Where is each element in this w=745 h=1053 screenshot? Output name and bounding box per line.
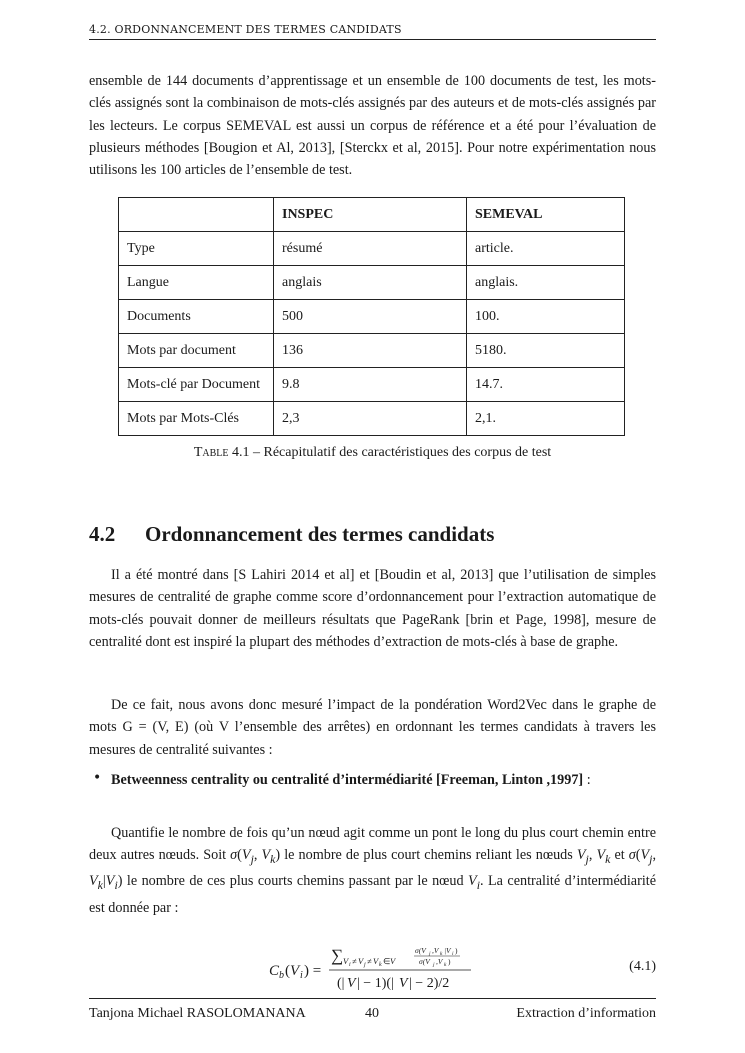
caption-label: Table 4.1 [193,445,250,460]
section-heading [89,522,494,547]
section-number: 4.2 [89,522,116,546]
table-header-cell: INSPEC [274,198,467,232]
svg-text:∑: ∑ [331,946,344,965]
paragraph-4-text: le nombre de ces plus courts chemins passant par le nœud [122,873,469,890]
table-cell: 100. [467,300,625,334]
paragraph-4-text: et [610,847,629,864]
table-cell: anglais [274,266,467,300]
table-caption [89,445,656,461]
footer-chapter: Extraction d’information [516,1006,656,1021]
svg-text:σ(V: σ(V [415,946,426,955]
svg-text:): ) [455,946,458,955]
svg-text:V: V [373,956,379,966]
svg-text:) =: ) = [304,963,322,979]
svg-text:V: V [347,976,356,991]
table-cell: 5180. [467,334,625,368]
math-vi: $V_i$ [468,873,481,893]
table-row [119,368,625,402]
paragraph-4-text: . La centralité d’intermédiarité est donnée par : [89,873,656,916]
svg-text:≠: ≠ [367,956,372,966]
svg-text:k: k [379,962,382,968]
svg-text:σ(V: σ(V [419,957,430,966]
table-cell: Documents [119,300,274,334]
table-row [119,300,625,334]
svg-text:C: C [269,963,280,979]
table-cell: Mots-clé par Document [119,368,274,402]
paragraph-4-text: le nombre de plus court chemins reliant les nœuds [280,847,577,864]
svg-text:k: k [440,951,443,957]
bullet-bold-text: Betweenness centrality ou centralité d’intermédiarité [Freeman, Linton ,1997] [111,772,584,788]
math-sigma-vj-vk-vi: $\sigma(V_j$, $V_k|V_i$) [89,847,656,893]
svg-text:V: V [343,956,349,966]
bullet-dot-icon: • [93,770,102,786]
table-cell: Mots par document [119,334,274,368]
svg-text:V: V [290,963,300,979]
bullet-item [89,769,656,791]
svg-text:): ) [448,957,451,966]
equation-number: (4.1) [629,959,656,974]
table-cell: résumé [274,232,467,266]
svg-text:∈: ∈ [383,956,391,966]
paragraph-3: De ce fait, nous avons donc mesuré l’impact de la pondération Word2Vec dans le graphe de mots G = (V, E) (où V l’ensemble des arrêtes) en ordonnant les termes candidats à travers les mesures de centralité suivantes : [89,697,656,758]
table-cell: 500 [274,300,467,334]
svg-text:| − 1)(|: | − 1)(| [357,976,394,991]
table-header-cell [119,198,274,232]
table-cell: 14.7. [467,368,625,402]
svg-text:k: k [444,962,447,968]
svg-text:| − 2)/2: | − 2)/2 [409,976,450,991]
footer-author: Tanjona Michael RASOLOMANANA [89,1006,306,1021]
paragraph-4 [89,822,656,919]
table-cell: 9.8 [274,368,467,402]
caption-text: – Récapitulatif des caractéristiques des corpus de test [249,445,552,460]
bullet-suffix: : [583,772,591,788]
paragraph-2: Il a été montré dans [S Lahiri 2014 et al] et [Boudin et al, 2013] que l’utilisation de simples mesures de centralité de graphe comme score d’ordonnancement pour l’extraction automatique de mots-clés pouvait donner de meilleurs résultats que PageRank [brin et Page, 1998], mesure de centralité dont est inspiré la plupart des méthodes d’extraction de mots-clés à base de graphe. [89,567,656,650]
math-vj-vk: $V_j$, $V_k$ [576,847,611,867]
svg-text:,V: ,V [432,946,439,955]
page-footer [89,998,656,1021]
svg-text:i: i [452,951,454,957]
svg-text:,V: ,V [436,957,443,966]
svg-text:j: j [429,951,431,957]
running-head: 4.2. ORDONNANCEMENT DES TERMES CANDIDATS [89,23,656,40]
corpus-table [118,197,625,436]
equation-4-1 [89,943,656,993]
svg-text:(|: (| [337,976,345,991]
betweenness-formula [269,943,499,993]
table-row [119,266,625,300]
table-cell: 2,1. [467,402,625,436]
svg-text:j: j [364,962,366,968]
table-row [119,334,625,368]
intro-paragraph: ensemble de 144 documents d’apprentissage et un ensemble de 100 documents de test, les mots-clés assignés sont la combinaison de mots-clés assignés par des auteurs et de mots-clés assignés par les lecteurs. Le corpus SEMEVAL est aussi un corpus de référence et a été pour l’évaluation de plusieurs méthodes [Bougion et Al, 2013], [Sterckx et al, 2015]. Pour notre expérimentation nous utilisons les 100 articles de l’ensemble de test. [89,73,656,179]
table-cell: Type [119,232,274,266]
svg-text:|V: |V [444,946,451,955]
table-row [119,402,625,436]
svg-text:V: V [358,956,364,966]
table-header-row [119,198,625,232]
svg-text:i: i [300,970,303,981]
svg-text:j: j [433,962,435,968]
page-number: 40 [365,1006,379,1021]
svg-text:V: V [399,976,408,991]
paragraph-4-text: Quantifie le nombre de fois qu’un nœud agit comme un pont le long du plus court chemin entre deux autres nœuds. Soit [89,825,656,864]
svg-text:≠: ≠ [352,956,357,966]
table-cell: Mots par Mots-Clés [119,402,274,436]
svg-text:(: ( [285,963,290,979]
svg-text:i: i [349,962,351,968]
table-cell: 136 [274,334,467,368]
svg-text:b: b [279,970,284,981]
table-cell: Langue [119,266,274,300]
svg-text:V: V [390,956,396,966]
table-row [119,232,625,266]
table-cell: anglais. [467,266,625,300]
table-cell: 2,3 [274,402,467,436]
table-cell: article. [467,232,625,266]
math-sigma-vj-vk: $\sigma(V_j$, $V_k$) [230,847,281,867]
table-header-cell: SEMEVAL [467,198,625,232]
section-title: Ordonnancement des termes candidats [145,522,495,546]
